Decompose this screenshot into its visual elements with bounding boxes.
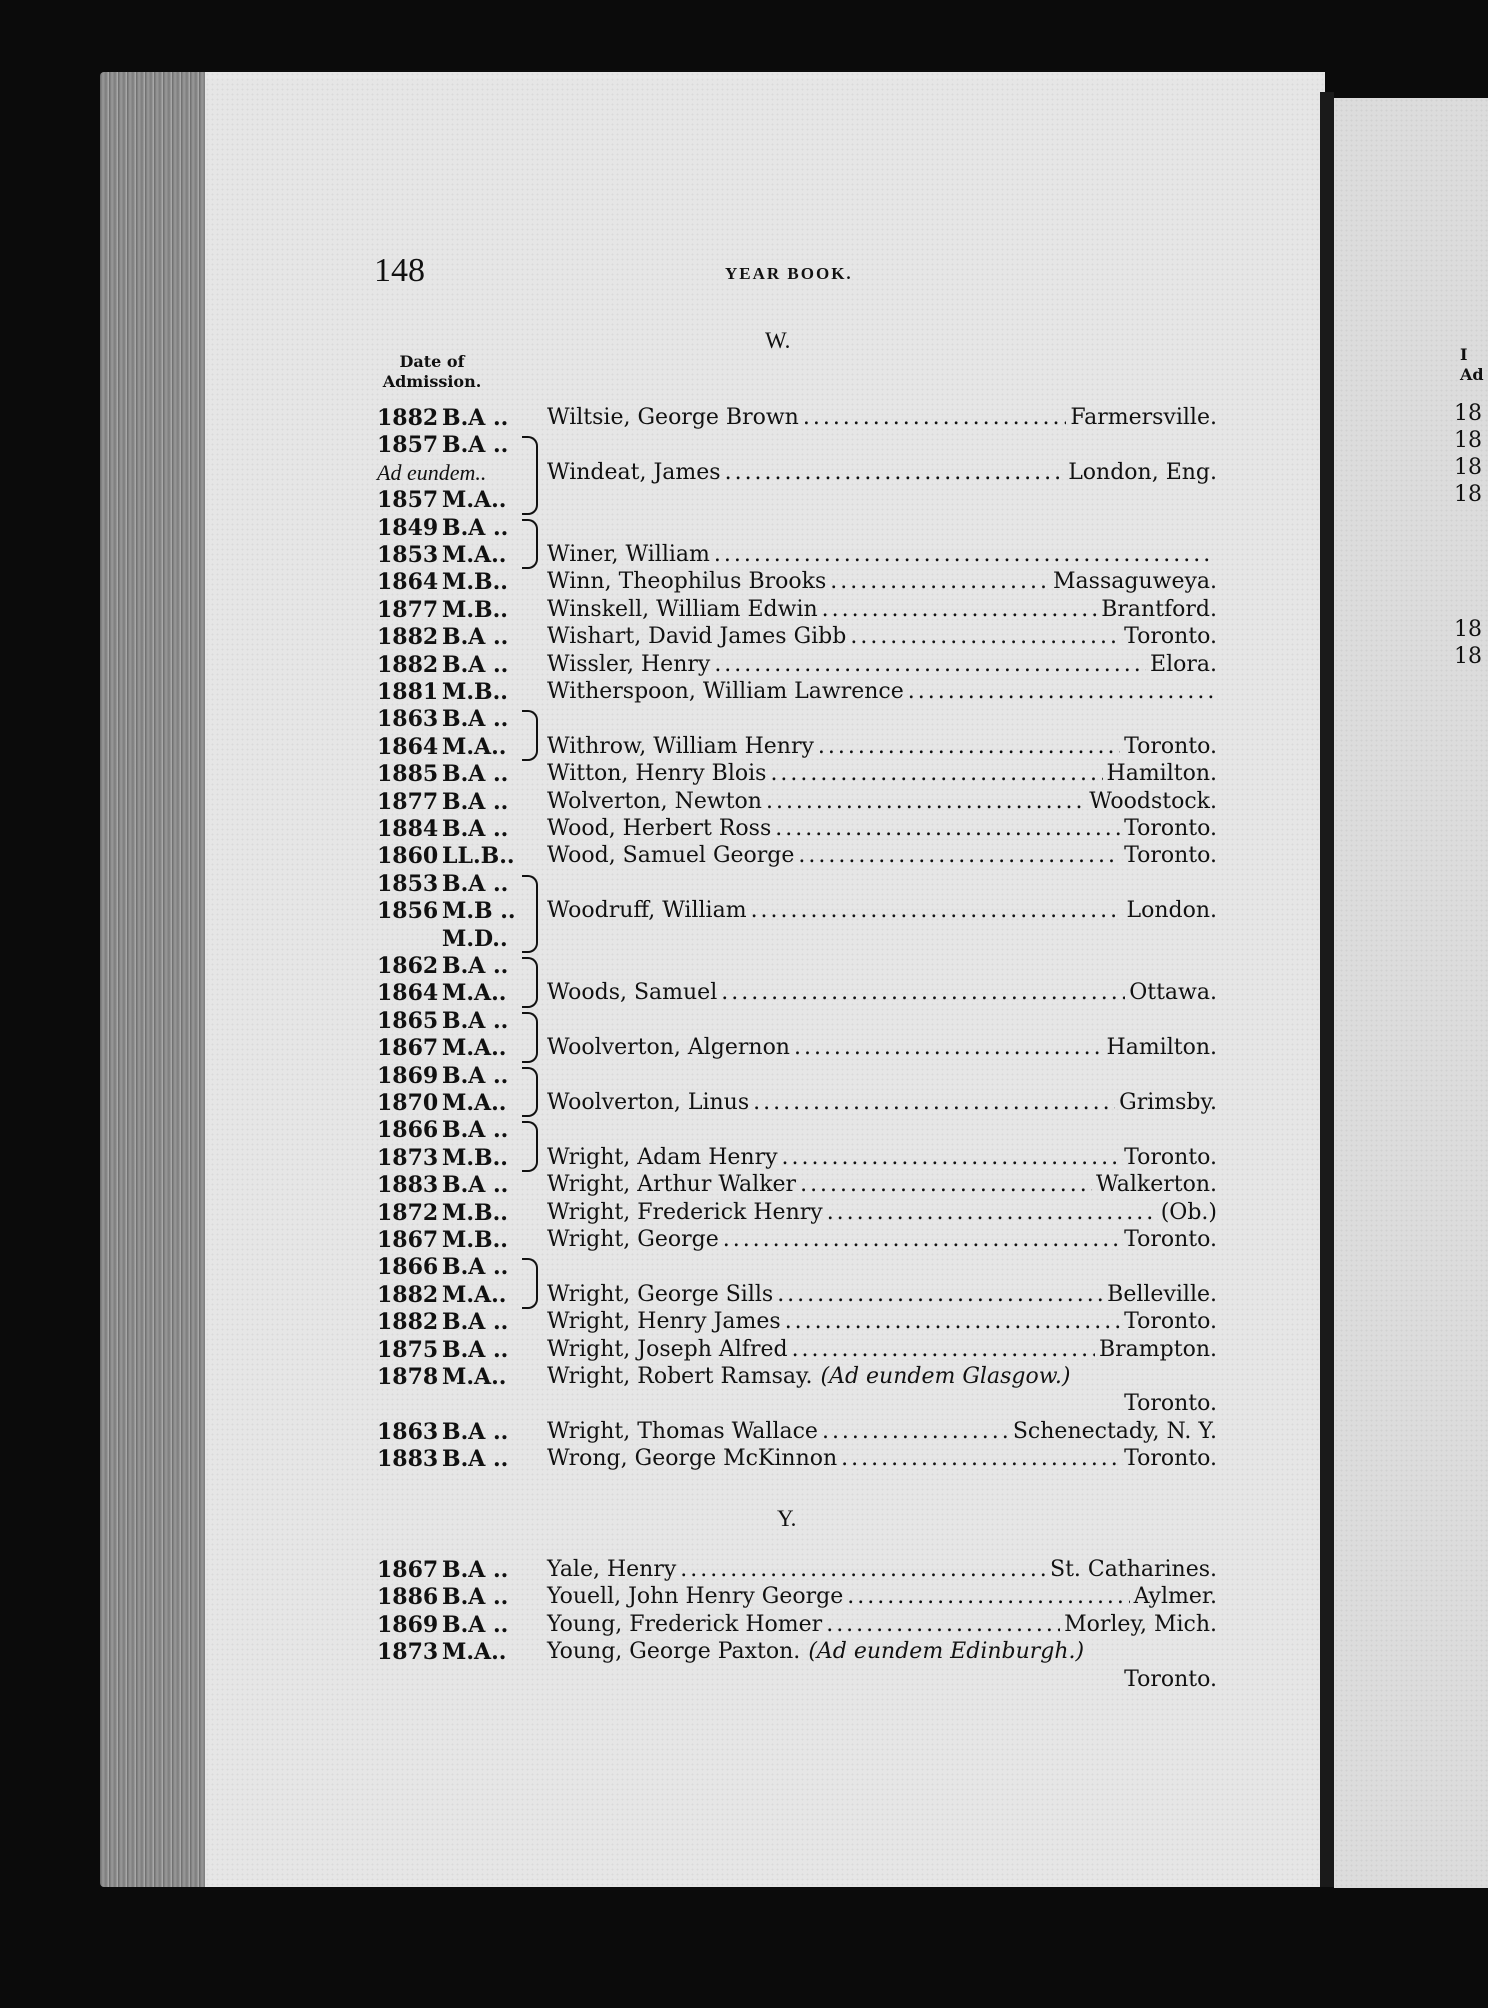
graduate-entry (547, 1282, 1217, 1309)
graduate-place: Farmersville. (1070, 405, 1217, 430)
leader-dots (847, 1584, 1129, 1609)
admission-year: 1878 (377, 1364, 439, 1390)
graduate-place: Toronto. (1124, 1391, 1217, 1417)
entry-note: (Ad eundem Edinburgh.) (808, 1639, 1085, 1665)
degree: M.B .. (442, 898, 516, 925)
entry-row (0, 706, 1488, 733)
admission-year: 1883 (377, 1446, 439, 1473)
degree: B.A .. (442, 761, 509, 788)
leader-dots (908, 679, 1213, 704)
graduate-place: Toronto. (1124, 1446, 1217, 1472)
graduate-name: Woods, Samuel (547, 980, 718, 1006)
graduate-place: Toronto. (1124, 1227, 1217, 1252)
leader-dots (850, 624, 1120, 649)
degree: M.A.. (442, 1639, 507, 1666)
leader-dots (770, 761, 1102, 786)
degree: M.A.. (442, 1035, 507, 1062)
graduate-place: Toronto. (1124, 1666, 1217, 1692)
leader-dots (723, 1227, 1120, 1252)
entry-row (0, 515, 1488, 542)
admission-year: 1862 (377, 953, 439, 979)
admission-year: 1863 (377, 706, 439, 733)
graduate-name: Wood, Samuel George (547, 843, 795, 869)
graduate-place: Schenectady, N. Y. (1012, 1418, 1217, 1444)
entry-row (0, 953, 1488, 980)
graduate-name: Wissler, Henry (547, 651, 711, 677)
graduate-entry (547, 624, 1217, 651)
degree: B.A .. (442, 788, 509, 815)
graduate-name: Wright, George Sills (547, 1281, 774, 1307)
admission-year: 1867 (377, 1035, 439, 1062)
column-header-line: Admission. (382, 372, 482, 391)
degree: M.B.. (442, 596, 508, 623)
graduate-entry (547, 1612, 1217, 1639)
degree: M.D.. (442, 925, 508, 952)
graduate-name: Wiltsie, George Brown (547, 405, 799, 430)
leader-dots (751, 898, 1123, 923)
graduate-entry (547, 1419, 1217, 1446)
leader-dots (822, 1419, 1009, 1444)
entry-brace (522, 1067, 538, 1118)
ad-eundem-label: Ad eundem.. (377, 459, 487, 485)
graduate-place: London, Eng. (1068, 459, 1217, 485)
leader-dots (798, 843, 1120, 868)
admission-year: 1886 (377, 1584, 439, 1611)
graduate-entry (547, 734, 1217, 761)
leader-dots (794, 1035, 1103, 1060)
admission-year: 1881 (377, 679, 439, 705)
admission-year: 1857 (377, 487, 439, 514)
admission-year: 1856 (377, 898, 439, 925)
leader-dots (766, 789, 1085, 814)
leader-dots (785, 1309, 1120, 1334)
graduate-name: Woolverton, Linus (547, 1090, 750, 1115)
admission-year: 1864 (377, 733, 439, 760)
degree: M.A.. (442, 733, 507, 760)
admission-year: 1883 (377, 1172, 439, 1199)
graduate-entry (547, 679, 1217, 706)
graduate-entry (547, 1557, 1217, 1584)
graduate-place: Hamilton. (1106, 1035, 1217, 1061)
degree: B.A .. (442, 1418, 509, 1445)
graduate-name: Yale, Henry (547, 1557, 677, 1582)
entry-row (0, 1117, 1488, 1144)
column-header-line: Date of (399, 352, 465, 371)
degree: B.A .. (442, 405, 509, 431)
graduate-place: Hamilton. (1106, 761, 1217, 787)
admission-year: 1873 (377, 1144, 439, 1171)
degree: B.A .. (442, 1309, 509, 1336)
graduate-entry (547, 816, 1217, 843)
admission-year: 1877 (377, 596, 439, 623)
graduate-entry (547, 1584, 1217, 1611)
entry-row (0, 1254, 1488, 1281)
graduate-place: Ottawa. (1129, 980, 1217, 1006)
leader-dots (777, 1282, 1103, 1307)
admission-year: 1867 (377, 1557, 439, 1583)
admission-year: 1877 (377, 788, 439, 815)
degree: M.B.. (442, 569, 508, 596)
running-head: YEAR BOOK. (725, 264, 853, 283)
entry-brace (522, 710, 538, 761)
graduate-name: Wright, Henry James (547, 1309, 781, 1335)
leader-dots (753, 1090, 1115, 1115)
degree: B.A .. (442, 1117, 509, 1144)
graduate-place: London. (1126, 898, 1217, 924)
graduate-name: Wright, Adam Henry (547, 1144, 778, 1170)
degree: B.A .. (442, 816, 509, 842)
entry-brace (522, 436, 538, 514)
degree: M.B.. (442, 1199, 508, 1226)
graduate-place: Morley, Mich. (1064, 1611, 1217, 1637)
degree: B.A .. (442, 706, 509, 733)
graduate-name: Wolverton, Newton (547, 788, 762, 814)
graduate-name: Woolverton, Algernon (547, 1035, 790, 1061)
admission-year: 1884 (377, 816, 439, 842)
admission-year: 1873 (377, 1639, 439, 1666)
entry-row (0, 926, 1488, 953)
graduate-name: Wishart, David James Gibb (547, 624, 847, 650)
graduate-name: Wright, George (547, 1227, 719, 1252)
graduate-name: Witherspoon, William Lawrence (547, 679, 904, 704)
graduate-entry (547, 1035, 1217, 1062)
graduate-place: Elora. (1150, 651, 1217, 677)
entry-row (0, 871, 1488, 898)
graduate-name: Withrow, William Henry (547, 733, 814, 759)
admission-year: 1860 (377, 843, 439, 870)
graduate-name: Young, George Paxton. (547, 1639, 801, 1665)
degree: M.A.. (442, 1364, 507, 1390)
degree: M.A.. (442, 980, 507, 1007)
graduate-place: Toronto. (1124, 1144, 1217, 1170)
entry-row (0, 1008, 1488, 1035)
graduate-entry (547, 1172, 1217, 1199)
graduate-place: Massaguweya. (1053, 569, 1217, 595)
graduate-entry (547, 1227, 1217, 1254)
entry-brace (522, 957, 538, 1008)
graduate-place: Belleville. (1107, 1281, 1217, 1307)
leader-dots (803, 405, 1066, 430)
degree: B.A .. (442, 1584, 509, 1611)
graduate-entry (547, 1337, 1217, 1364)
leader-dots (827, 1200, 1157, 1225)
facing-year: 18 (1454, 617, 1482, 642)
admission-year: 1857 (377, 432, 439, 459)
admission-year: 1882 (377, 1309, 439, 1336)
admission-year: 1872 (377, 1199, 439, 1226)
graduate-entry (547, 1145, 1217, 1172)
graduate-name: Winn, Theophilus Brooks (547, 569, 827, 595)
admission-year: 1882 (377, 405, 439, 431)
leader-dots (714, 652, 1146, 677)
admission-year: 1875 (377, 1336, 439, 1363)
entry-brace (522, 1012, 538, 1063)
degree: B.A .. (442, 953, 509, 979)
degree: M.A.. (442, 1090, 507, 1116)
degree: B.A .. (442, 624, 509, 651)
degree: LL.B.. (442, 843, 515, 870)
graduate-name: Wright, Frederick Henry (547, 1199, 823, 1225)
graduate-place: Brantford. (1101, 596, 1217, 622)
degree: B.A .. (442, 1062, 509, 1089)
degree: B.A .. (442, 1007, 509, 1034)
admission-year: 1869 (377, 1611, 439, 1638)
admission-year: 1867 (377, 1227, 439, 1253)
graduate-entry (547, 789, 1217, 816)
section-letter-w: W. (765, 328, 791, 353)
admission-year: 1882 (377, 624, 439, 651)
degree: M.A.. (442, 487, 507, 514)
admission-year: 1853 (377, 870, 439, 897)
entry-row (0, 487, 1488, 514)
graduate-entry (547, 1200, 1217, 1227)
entry-brace (522, 519, 538, 570)
graduate-entry (547, 597, 1217, 624)
entry-row (0, 1063, 1488, 1090)
leader-dots (782, 1145, 1121, 1170)
facing-header-line: I (1460, 345, 1468, 364)
admission-year: 1866 (377, 1117, 439, 1144)
degree: B.A .. (442, 651, 509, 678)
section-letter-y: Y. (777, 1506, 797, 1531)
graduate-name: Winskell, William Edwin (547, 596, 818, 622)
admission-year: 1866 (377, 1254, 439, 1281)
graduate-name: Wright, Arthur Walker (547, 1172, 797, 1198)
graduate-place: Toronto. (1124, 733, 1217, 759)
degree: M.A.. (442, 542, 507, 568)
graduate-place: (Ob.) (1160, 1199, 1217, 1225)
graduate-place: Woodstock. (1089, 788, 1217, 814)
admission-year: 1849 (377, 514, 439, 541)
graduate-place: Toronto. (1124, 843, 1217, 869)
graduate-entry (547, 460, 1217, 487)
facing-year: 18 (1454, 644, 1482, 669)
graduate-place: St. Catharines. (1050, 1557, 1217, 1582)
graduate-entry (547, 1639, 1217, 1666)
graduate-place: Toronto. (1124, 816, 1217, 841)
degree: B.A .. (442, 870, 509, 897)
entry-brace (522, 875, 538, 953)
graduate-entry (547, 980, 1217, 1007)
admission-year: 1865 (377, 1007, 439, 1034)
graduate-entry (547, 542, 1217, 569)
graduate-name: Wright, Robert Ramsay. (547, 1364, 813, 1389)
facing-year: 18 (1454, 401, 1482, 426)
leader-dots (826, 1612, 1060, 1637)
facing-header-line: Ad (1460, 365, 1484, 384)
graduate-place: Aylmer. (1133, 1584, 1217, 1610)
graduate-entry (547, 1446, 1217, 1473)
graduate-place: Walkerton. (1096, 1172, 1217, 1198)
degree: M.A.. (442, 1281, 507, 1308)
column-header (372, 352, 492, 392)
degree: B.A .. (442, 1336, 509, 1363)
entry-row (0, 432, 1488, 459)
graduate-place: Brampton. (1099, 1336, 1217, 1362)
degree: M.B.. (442, 679, 508, 705)
leader-dots (725, 460, 1065, 485)
degree: B.A .. (442, 1254, 509, 1281)
admission-year: 1885 (377, 761, 439, 788)
admission-year: 1882 (377, 651, 439, 678)
graduate-name: Witton, Henry Blois (547, 761, 767, 787)
graduate-name: Wright, Joseph Alfred (547, 1336, 788, 1362)
graduate-entry (547, 898, 1217, 925)
admission-year: 1870 (377, 1090, 439, 1116)
admission-year: 1864 (377, 980, 439, 1007)
graduate-entry (547, 405, 1217, 432)
entry-brace (522, 1258, 538, 1309)
facing-year: 18 (1454, 482, 1482, 507)
admission-year: 1869 (377, 1062, 439, 1089)
leader-dots (800, 1172, 1092, 1197)
leader-dots (822, 597, 1098, 622)
facing-year: 18 (1454, 428, 1482, 453)
entry-note: (Ad eundem Glasgow.) (820, 1364, 1071, 1389)
degree: B.A .. (442, 1446, 509, 1473)
degree: B.A .. (442, 432, 509, 459)
page-number: 148 (374, 252, 425, 289)
graduate-entry (547, 1364, 1217, 1391)
graduate-name: Young, Frederick Homer (547, 1611, 823, 1637)
leader-dots (721, 980, 1125, 1005)
graduate-entry (547, 1090, 1217, 1117)
graduate-place: Grimsby. (1119, 1090, 1217, 1115)
leader-dots (841, 1446, 1120, 1471)
graduate-entry (547, 569, 1217, 596)
graduate-name: Woodruff, William (547, 898, 747, 924)
degree: B.A .. (442, 1557, 509, 1583)
degree: B.A .. (442, 1172, 509, 1199)
admission-year: 1863 (377, 1418, 439, 1445)
graduate-entry (547, 652, 1217, 679)
admission-year: 1864 (377, 569, 439, 596)
facing-year: 18 (1454, 455, 1482, 480)
degree: B.A .. (442, 1611, 509, 1638)
graduate-name: Youell, John Henry George (547, 1584, 844, 1610)
degree: B.A .. (442, 514, 509, 541)
leader-dots (775, 816, 1120, 841)
graduate-name: Winer, William (547, 542, 710, 567)
graduate-place: Toronto. (1124, 1309, 1217, 1335)
graduate-name: Wrong, George McKinnon (547, 1446, 838, 1472)
entry-brace (522, 1121, 538, 1172)
graduate-entry (547, 1309, 1217, 1336)
leader-dots (680, 1557, 1046, 1582)
graduate-name: Wood, Herbert Ross (547, 816, 772, 841)
leader-dots (792, 1337, 1095, 1362)
degree: M.B.. (442, 1227, 508, 1253)
leader-dots (830, 569, 1049, 594)
degree: M.B.. (442, 1144, 508, 1171)
leader-dots (714, 542, 1213, 567)
leader-dots (818, 734, 1120, 759)
graduate-entry (547, 843, 1217, 870)
graduate-place: Toronto. (1124, 624, 1217, 650)
admission-year: 1882 (377, 1281, 439, 1308)
graduate-entry (547, 761, 1217, 788)
graduate-name: Wright, Thomas Wallace (547, 1418, 818, 1444)
graduate-name: Windeat, James (547, 459, 721, 485)
admission-year: 1853 (377, 542, 439, 568)
